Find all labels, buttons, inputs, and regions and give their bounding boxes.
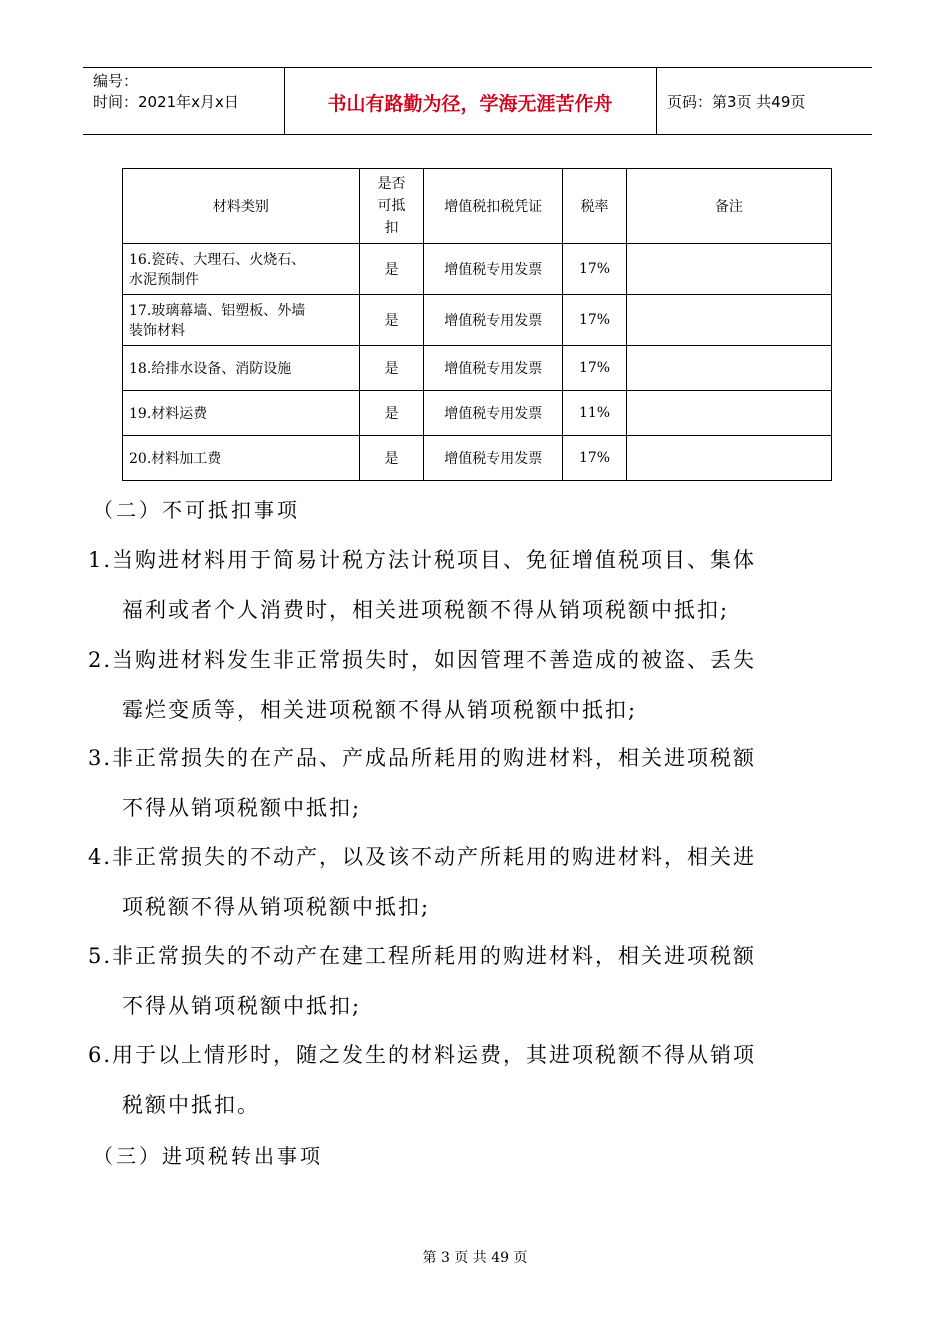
- voucher-cell: 增值税专用发票: [424, 295, 563, 346]
- category-cell: 17.玻璃幕墙、铝塑板、外墙 装饰材料: [123, 295, 360, 346]
- header-motto: 书山有路勤为径，学海无涯苦作舟: [327, 93, 613, 115]
- category-cell: 20.材料加工费: [123, 436, 360, 481]
- table-row: [123, 436, 832, 481]
- number-label: 编号：: [93, 72, 139, 90]
- deductible-cell: 是: [359, 295, 424, 346]
- note-cell: [626, 346, 831, 391]
- list-item: 2.当购进材料发生非正常损失时，如因管理不善造成的被盗、丢失 霉烂变质等，相关进项税额不得从销项税额中抵扣;: [88, 648, 757, 722]
- note-cell: [626, 436, 831, 481]
- list-item: 4.非正常损失的不动产，以及该不动产所耗用的购进材料，相关进 项税额不得从销项税额中抵扣;: [88, 845, 757, 919]
- time-label: 时间：2021年x月x日: [93, 93, 239, 111]
- table-row: [123, 346, 832, 391]
- deductible-cell: 是: [359, 436, 424, 481]
- page-footer: 第 3 页 共 49 页: [422, 1250, 528, 1266]
- header-left: [93, 71, 239, 113]
- rate-cell: 17%: [563, 346, 626, 391]
- header-page-info: 页码：第3页 共49页: [667, 93, 806, 111]
- deductible-cell: 是: [359, 244, 424, 295]
- list-item: 3.非正常损失的在产品、产成品所耗用的购进材料，相关进项税额 不得从销项税额中抵扣;: [88, 746, 757, 820]
- note-cell: [626, 391, 831, 436]
- header-voucher: 增值税扣税凭证: [424, 169, 563, 244]
- rate-cell: 17%: [563, 244, 626, 295]
- table-row: [123, 244, 832, 295]
- table-header-row: [123, 169, 832, 244]
- category-cell: 19.材料运费: [123, 391, 360, 436]
- note-cell: [626, 295, 831, 346]
- section-title: （二）不可抵扣事项: [93, 498, 300, 522]
- rate-cell: 11%: [563, 391, 626, 436]
- voucher-cell: 增值税专用发票: [424, 244, 563, 295]
- voucher-cell: 增值税专用发票: [424, 391, 563, 436]
- header-deductible: 是否可抵扣: [359, 169, 424, 244]
- list-item: 1.当购进材料用于简易计税方法计税项目、免征增值税项目、集体 福利或者个人消费时，相关进项税额不得从销项税额中抵扣;: [88, 548, 757, 622]
- note-cell: [626, 244, 831, 295]
- rate-cell: 17%: [563, 436, 626, 481]
- page-header: [83, 67, 872, 135]
- materials-table: [122, 168, 832, 481]
- voucher-cell: 增值税专用发票: [424, 436, 563, 481]
- table-row: [123, 295, 832, 346]
- section-title: （三）进项税转出事项: [93, 1144, 323, 1168]
- header-rate: 税率: [563, 169, 626, 244]
- list-item: 5.非正常损失的不动产在建工程所耗用的购进材料，相关进项税额 不得从销项税额中抵扣;: [88, 944, 757, 1018]
- header-divider: [656, 67, 657, 135]
- category-cell: 16.瓷砖、大理石、火烧石、 水泥预制件: [123, 244, 360, 295]
- rate-cell: 17%: [563, 295, 626, 346]
- header-bottom-rule: [83, 134, 872, 135]
- category-cell: 18.给排水设备、消防设施: [123, 346, 360, 391]
- deductible-cell: 是: [359, 346, 424, 391]
- table-row: [123, 391, 832, 436]
- header-top-rule: [83, 67, 872, 68]
- header-note: 备注: [626, 169, 831, 244]
- header-category: 材料类别: [123, 169, 360, 244]
- voucher-cell: 增值税专用发票: [424, 346, 563, 391]
- deductible-cell: 是: [359, 391, 424, 436]
- list-item: 6.用于以上情形时，随之发生的材料运费，其进项税额不得从销项 税额中抵扣。: [88, 1043, 757, 1117]
